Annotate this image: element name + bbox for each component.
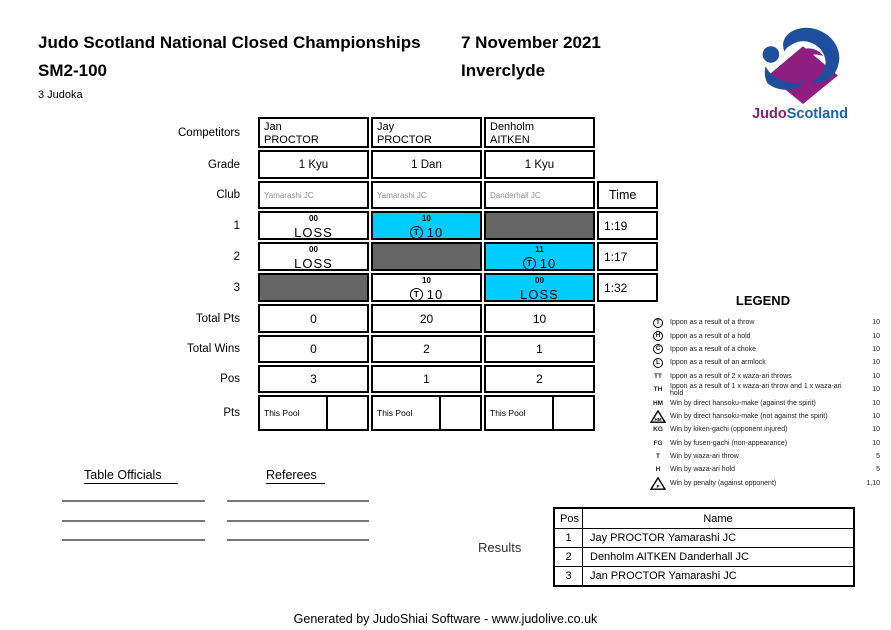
legend-row: TT Ippon as a result of 2 x waza-ari throws 10 — [654, 372, 880, 380]
legend-row: H Win by waza-ari hold 5 — [655, 466, 880, 474]
table-officials-heading: Table Officials — [84, 468, 178, 484]
this-pool-box: This Pool — [371, 395, 441, 431]
legend-row: HM Win by direct hansoku-make (against the spirit) 10 — [652, 399, 880, 407]
row-label-match-2: 2 — [233, 250, 240, 263]
club-cell-2: Yamarashi JC — [371, 181, 482, 209]
ippon-hold-icon: H — [653, 331, 663, 341]
judoscotland-wordmark — [740, 106, 860, 122]
total-wins-2: 2 — [371, 335, 482, 363]
results-row-1 — [555, 528, 853, 547]
judoka-count: 3 Judoka — [38, 89, 83, 101]
total-pts-1: 0 — [258, 304, 369, 333]
win-points: 10 — [539, 256, 557, 271]
legend-row: L Ippon as a result of an armlock 10 — [646, 356, 880, 369]
row-label-match-1: 1 — [233, 219, 240, 232]
blocked-cell — [371, 242, 482, 271]
first-name: Denholm — [490, 121, 535, 133]
grade-cell-3: 1 Kyu — [484, 150, 595, 179]
club-cell-3: Danderhall JC — [484, 181, 595, 209]
symbol-t: T — [656, 453, 660, 461]
row-label-club: Club — [216, 189, 240, 201]
total-pts-3: 10 — [484, 304, 595, 333]
match-cell-2-1-loss — [258, 242, 369, 271]
result-name: Denholm AITKEN Danderhall JC — [590, 551, 749, 563]
referees-heading: Referees — [266, 468, 325, 484]
scoreboard-score: 00 — [309, 214, 318, 223]
this-pool-box: This Pool — [484, 395, 554, 431]
row-label-competitors: Competitors — [178, 126, 240, 139]
match-time-3: 1:32 — [597, 273, 658, 302]
total-wins-1: 0 — [258, 335, 369, 363]
category-title: SM2-100 — [38, 61, 107, 80]
results-row-2 — [555, 547, 853, 566]
legend-row: C Ippon as a result of a choke 10 — [646, 343, 880, 356]
results-table — [553, 507, 855, 587]
event-date: 7 November 2021 — [461, 33, 601, 52]
symbol-fg: FG — [653, 439, 663, 447]
scoreboard-score: 00 — [535, 276, 544, 285]
results-label: Results — [478, 540, 522, 555]
time-column-header: Time — [597, 181, 658, 209]
legend-row: TH Ippon as a result of 1 x waza-ari throw and 1 x waza-ari hold 10 — [653, 382, 880, 397]
legend-title: LEGEND — [735, 293, 791, 308]
result-text: LOSS — [294, 256, 333, 271]
row-label-grade: Grade — [208, 158, 240, 171]
club-cell-1: Yamarashi JC — [258, 181, 369, 209]
pts-cell-3 — [484, 395, 595, 431]
symbol-hm: HM — [652, 399, 664, 407]
ippon-choke-icon: C — [653, 344, 663, 354]
pos-1: 3 — [258, 365, 369, 393]
symbol-h: H — [655, 466, 661, 474]
result-name: Jan PROCTOR Yamarashi JC — [590, 570, 737, 582]
blocked-cell — [484, 211, 595, 240]
judoscotland-logo-icon — [757, 26, 849, 104]
signature-line — [62, 539, 205, 541]
scoreboard-score: 00 — [309, 245, 318, 254]
grade-cell-1: 1 Kyu — [258, 150, 369, 179]
match-cell-2-3-win — [484, 242, 595, 271]
pos-2: 1 — [371, 365, 482, 393]
result-pos: 1 — [555, 529, 583, 547]
signature-line — [227, 500, 369, 502]
legend-row: HM Win by direct hansoku-make (not against the spirit) 10 — [646, 410, 880, 423]
throw-symbol-icon: T — [410, 226, 423, 239]
throw-symbol-icon: T — [410, 288, 423, 301]
results-pos-header: Pos — [555, 509, 583, 528]
result-name: Jay PROCTOR Yamarashi JC — [590, 532, 737, 544]
competitor-name-1 — [258, 117, 369, 148]
grade-cell-2: 1 Dan — [371, 150, 482, 179]
signature-line — [62, 520, 205, 522]
match-cell-3-2-win — [371, 273, 482, 302]
pts-empty-box — [552, 395, 595, 431]
event-title: Judo Scotland National Closed Championships — [38, 33, 421, 52]
results-header-row — [555, 509, 853, 528]
row-label-pts: Pts — [223, 407, 240, 419]
results-name-header: Name — [703, 512, 733, 525]
match-cell-1-1-loss — [258, 211, 369, 240]
symbol-kg: KG — [653, 426, 663, 434]
competitor-name-2 — [371, 117, 482, 148]
logo-judo-text: Judo — [752, 106, 787, 122]
win-points: 10 — [426, 225, 444, 240]
pts-empty-box — [326, 395, 369, 431]
total-pts-2: 20 — [371, 304, 482, 333]
scoreboard-score: 10 — [422, 214, 431, 223]
win-points: 10 — [426, 287, 444, 302]
match-cell-3-3-loss — [484, 273, 595, 302]
row-label-total-pts: Total Pts — [195, 312, 240, 325]
total-wins-3: 1 — [484, 335, 595, 363]
legend-row: KG Win by kiken-gachi (opponent injured) 10 — [653, 426, 880, 434]
result-text: LOSS — [520, 287, 559, 302]
signature-line — [227, 539, 369, 541]
competitor-name-3 — [484, 117, 595, 148]
first-name: Jan — [264, 121, 282, 133]
scoreboard-score: 11 — [535, 245, 544, 254]
scoreboard-score: 10 — [422, 276, 431, 285]
logo-scotland-text: Scotland — [786, 106, 848, 122]
row-label-total-wins: Total Wins — [186, 343, 240, 355]
results-row-3 — [555, 566, 853, 585]
result-text: LOSS — [294, 225, 333, 240]
legend-row: FG Win by fusen-gachi (non-appearance) 10 — [653, 439, 880, 447]
last-name: AITKEN — [490, 134, 530, 146]
event-venue: Inverclyde — [461, 61, 546, 80]
last-name: PROCTOR — [264, 134, 319, 146]
this-pool-box: This Pool — [258, 395, 328, 431]
match-time-1: 1:19 — [597, 211, 658, 240]
pts-cell-1 — [258, 395, 369, 431]
legend-row: T Win by waza-ari throw 5 — [656, 453, 880, 461]
pts-cell-2 — [371, 395, 482, 431]
blocked-cell — [258, 273, 369, 302]
legend-row: P Win by penalty (against opponent) 1,10 — [646, 477, 880, 490]
footer-text: Generated by JudoShiai Software - www.judolive.co.uk — [293, 612, 598, 626]
match-cell-1-2-win — [371, 211, 482, 240]
row-label-pos: Pos — [220, 373, 240, 385]
signature-line — [227, 520, 369, 522]
ippon-throw-icon: T — [653, 318, 663, 328]
legend-row: H Ippon as a result of a hold 10 — [646, 329, 880, 342]
pts-empty-box — [439, 395, 482, 431]
first-name: Jay — [377, 121, 395, 133]
legend-row: T Ippon as a result of a throw 10 — [646, 316, 880, 329]
pool-table — [160, 117, 658, 431]
legend — [646, 293, 880, 490]
symbol-th: TH — [653, 386, 663, 394]
signature-line — [62, 500, 205, 502]
pos-3: 2 — [484, 365, 595, 393]
result-pos: 3 — [555, 567, 583, 585]
triangle-penalty-icon: P — [650, 477, 666, 490]
last-name: PROCTOR — [377, 134, 432, 146]
result-pos: 2 — [555, 548, 583, 566]
symbol-tt: TT — [654, 372, 662, 380]
ippon-armlock-icon: L — [653, 358, 663, 368]
throw-symbol-icon: T — [523, 257, 536, 270]
row-label-match-3: 3 — [233, 281, 240, 294]
triangle-hm-icon: HM — [650, 410, 666, 423]
match-time-2: 1:17 — [597, 242, 658, 271]
